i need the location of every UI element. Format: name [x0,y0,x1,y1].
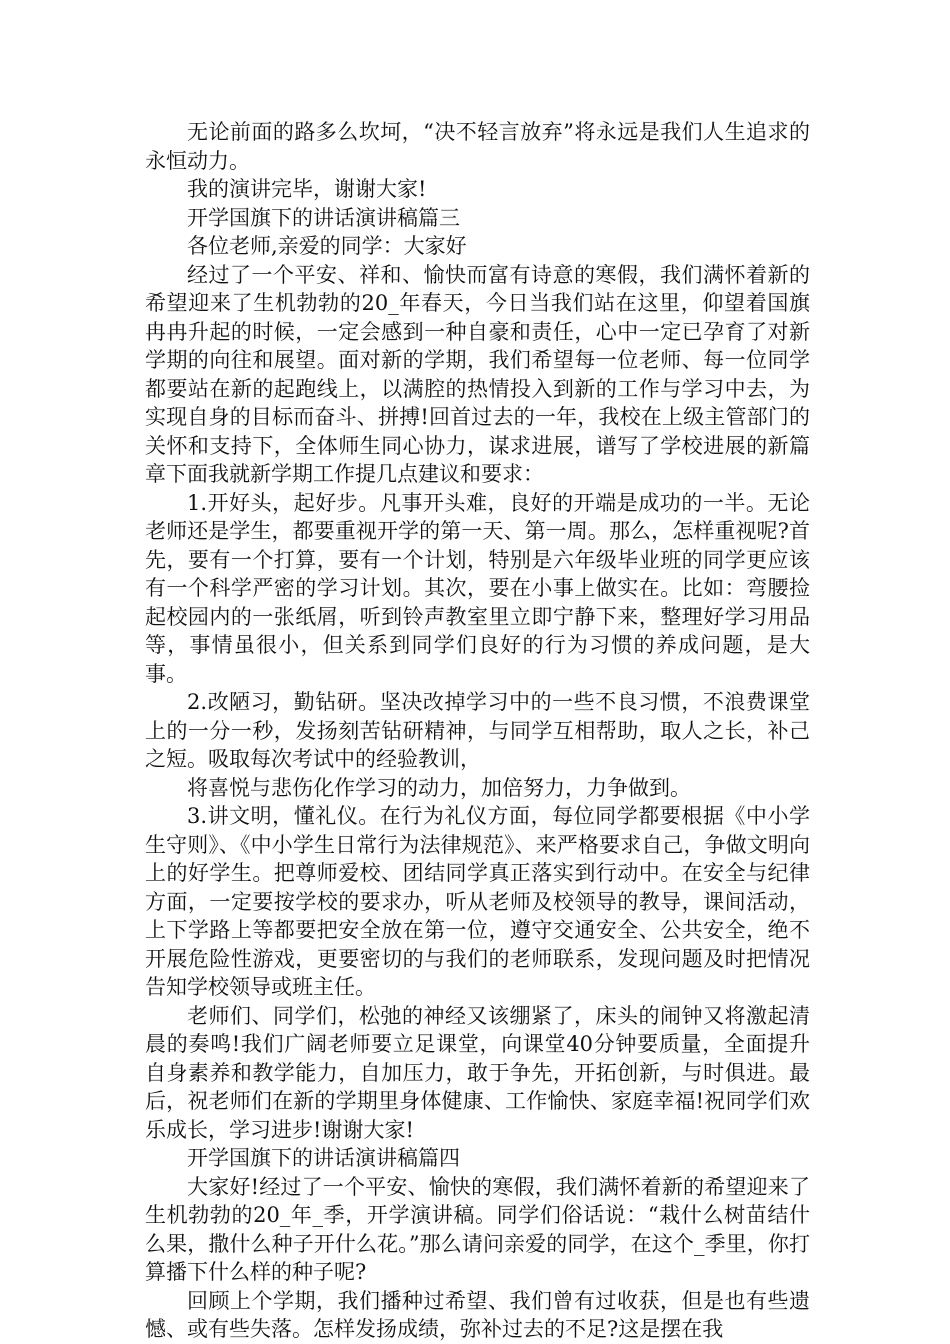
paragraph: 2.改陋习，勤钻研。坚决改掉学习中的一些不良习惯，不浪费课堂上的一分一秒，发扬刻苦钻研精神，与同学互相帮助，取人之长，补己之短。吸取每次考试中的经验教训， [145,690,810,771]
paragraph: 3.讲文明，懂礼仪。在行为礼仪方面，每位同学都要根据《中小学生守则》、《中小学生日常行为法律规范》、来严格要求自己，争做文明向上的好学生。把尊师爱校、团结同学真正落实到行动中。在安全与纪律方面，一定要按学校的要求办，听从老师及校领导的教导，课间活动，上下学路上等都要把安全放在第一位，遵守交通安全、公共安全，绝不开展危险性游戏，更要密切的与我们的老师联系，发现问题及时把情况告知学校领导或班主任。 [145,804,810,999]
paragraph: 经过了一个平安、祥和、愉快而富有诗意的寒假，我们满怀着新的希望迎来了生机勃勃的20_年春天，今日当我们站在这里，仰望着国旗冉冉升起的时候，一定会感到一种自豪和责任，心中一定已孕育了对新学期的向往和展望。面对新的学期，我们希望每一位老师、每一位同学都要站在新的起跑线上，以满腔的热情投入到新的工作与学习中去，为实现自身的目标而奋斗、拼搏!回首过去的一年，我校在上级主管部门的关怀和支持下，全体师生同心协力，谋求进展，谱写了学校进展的新篇章下面我就新学期工作提几点建议和要求： [145,262,810,486]
paragraph: 大家好!经过了一个平安、愉快的寒假，我们满怀着新的希望迎来了生机勃勃的20_年_季，开学演讲稿。同学们俗话说：“栽什么树苗结什么果，撒什么种子开什么花。”那么请问亲爱的同学，在这个_季里，你打算播下什么样的种子呢? [145,1174,810,1284]
paragraph: 将喜悦与悲伤化作学习的动力，加倍努力，力争做到。 [187,775,691,800]
paragraph: 回顾上个学期，我们播种过希望、我们曾有过收获，但是也有些遗憾、或有些失落。怎样发扬成绩，弥补过去的不足?这是摆在我 [145,1288,810,1341]
document-page [145,118,810,1344]
paragraph: 无论前面的路多么坎坷，“决不轻言放弃”将永远是我们人生追求的永恒动力。 [145,120,810,173]
greeting: 各位老师,亲爱的同学：大家好 [187,234,467,258]
paragraph: 我的演讲完毕，谢谢大家! [187,177,427,201]
section-heading: 开学国旗下的讲话演讲稿篇三 [187,205,460,230]
paragraph: 老师们、同学们，松弛的神经又该绷紧了，床头的闹钟又将激起清晨的奏鸣!我们广阔老师要立足课堂，向课堂40分钟要质量，全面提升自身素养和教学能力，自加压力，敢于争先，开拓创新，与时俱进。最后，祝老师们在新的学期里身体健康、工作愉快、家庭幸福!祝同学们欢乐成长，学习进步!谢谢大家! [145,1003,810,1142]
paragraph: 1.开好头，起好步。凡事开头难，良好的开端是成功的一半。无论老师还是学生，都要重视开学的第一天、第一周。那么，怎样重视呢?首先，要有一个打算，要有一个计划，特别是六年级毕业班的同学更应该有一个科学严密的学习计划。其次，要在小事上做实在。比如：弯腰捡起校园内的一张纸屑，听到铃声教室里立即宁静下来，整理好学习用品等，事情虽很小，但关系到同学们良好的行为习惯的养成问题，是大事。 [145,490,810,686]
section-heading: 开学国旗下的讲话演讲稿篇四 [187,1146,460,1170]
